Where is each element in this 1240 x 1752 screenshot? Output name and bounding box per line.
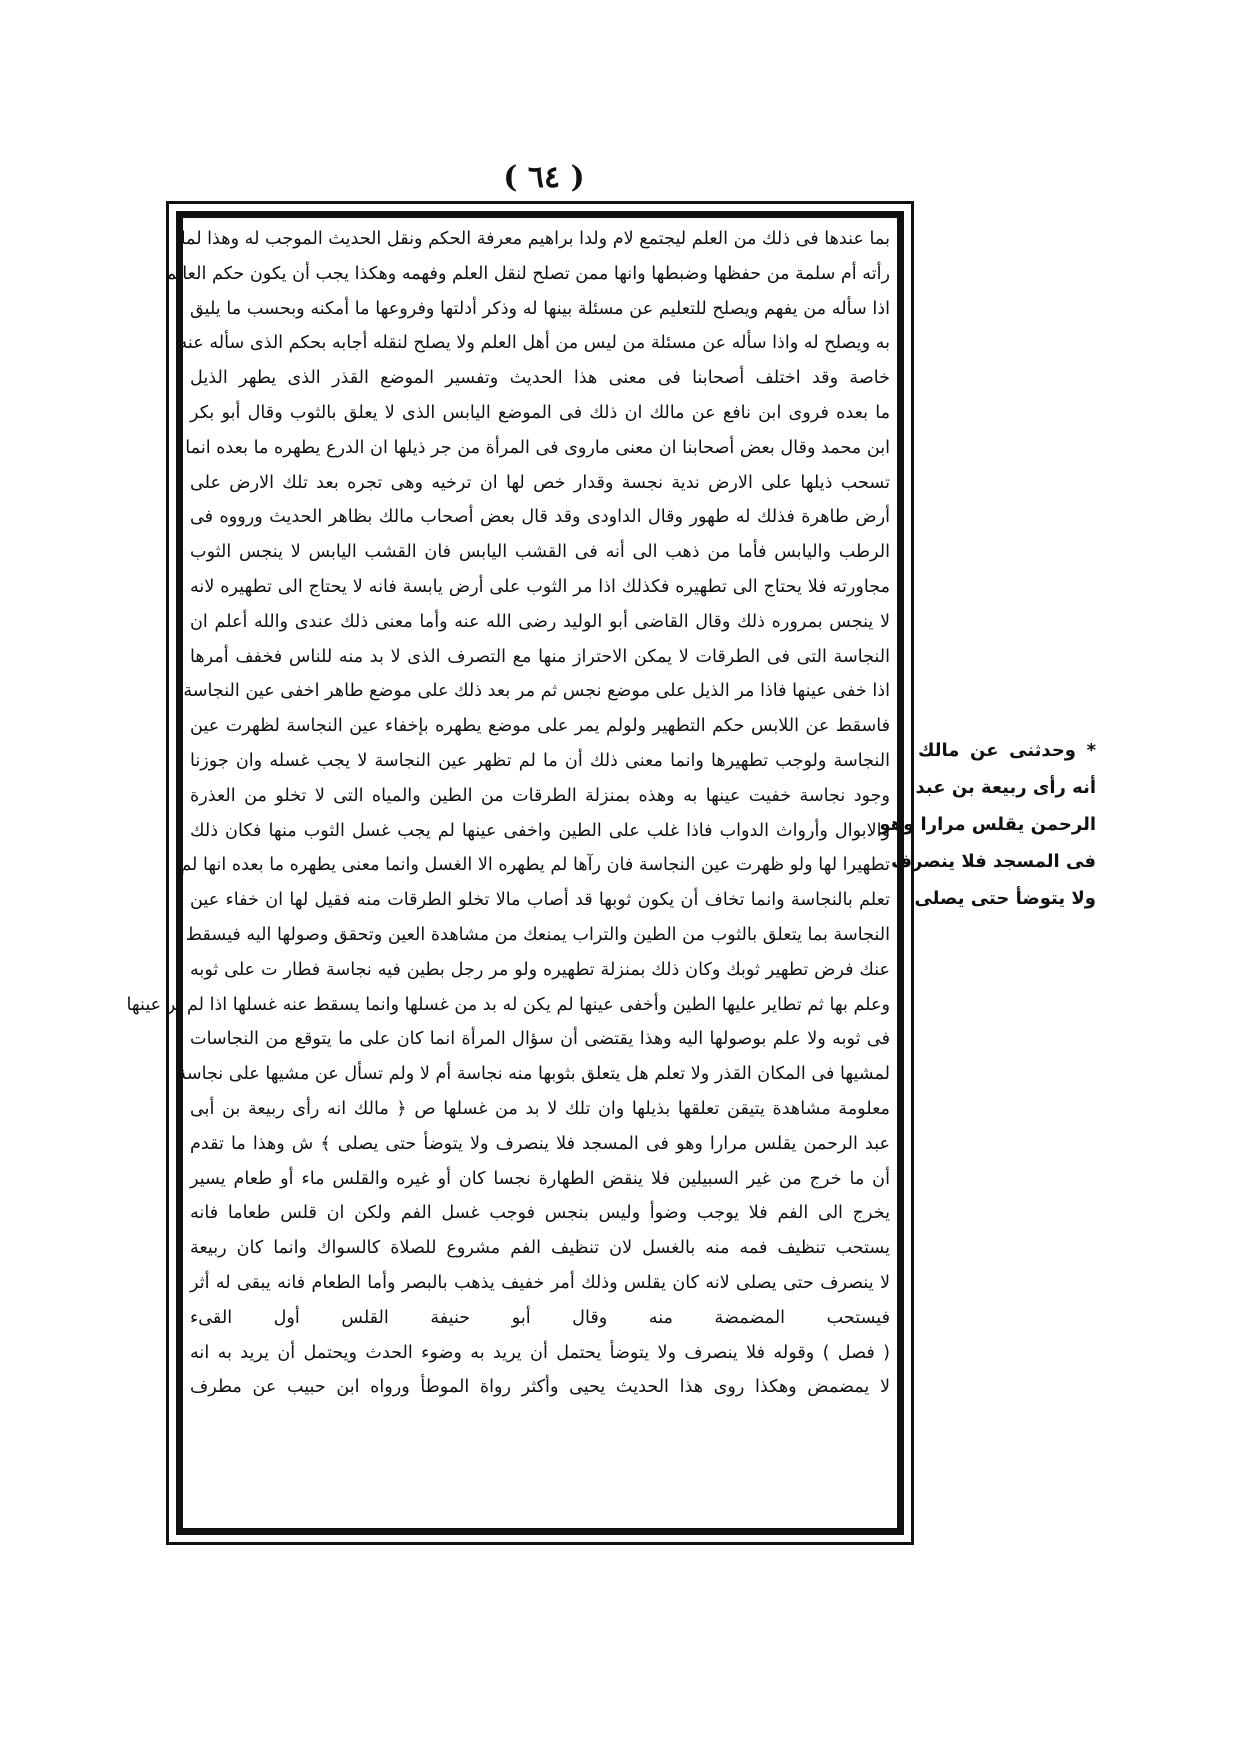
margin-note-line: * وحدثنى عن مالك [918, 740, 1096, 761]
page-number: ( ٦٤ ) [503, 160, 585, 195]
text-line: الرطب واليابس فأما من ذهب الى أنه فى القشب اليابس فان القشب اليابس لا ينجس الثوب [190, 542, 890, 563]
text-line: اذا خفى عينها فاذا مر الذيل على موضع نجس ثم مر بعد ذلك على موضع طاهر اخفى عين النجاسة [183, 681, 890, 702]
text-line: النجاسة التى فى الطرقات لا يمكن الاحتراز منها مع التصرف الذى لا بد منه للناس فخفف أمرها [190, 646, 890, 667]
text-line: رأته أم سلمة من حفظها وضبطها وانها ممن تصلح لنقل العلم وفهمه وهكذا يجب أن يكون حكم العالم [165, 263, 890, 284]
text-line: مجاورته فلا يحتاج الى تطهيره فكذلك اذا مر الثوب على أرض يابسة فانه لا يحتاج الى تطهيره لانه [190, 576, 890, 597]
text-line: خاصة وقد اختلف أصحابنا فى معنى هذا الحديث وتفسير الموضع القذر الذى يطهر الذيل [190, 368, 890, 389]
text-line: فيستحب المضمضة منه وقال أبو حنيفة القلس أول القىء [190, 1307, 890, 1328]
text-line: لا يمضمض وهكذا روى هذا الحديث يحيى وأكثر رواة الموطأ ورواه ابن حبيب عن مطرف [190, 1377, 890, 1398]
text-line: فى ثوبه ولا علم بوصولها اليه وهذا يقتضى أن سؤال المرأة انما كان على ما يتوقع من النجاسات [190, 1029, 890, 1050]
text-line: وعلم بها ثم تطاير عليها الطين وأخفى عينها لم يكن له بد من غسلها وانما يسقط عنه غسلها اذا لم ير عينها [126, 994, 890, 1015]
text-line: لا ينصرف حتى يصلى لانه كان يقلس وذلك أمر خفيف يذهب بالبصر وأما الطعام فانه يبقى له أثر [190, 1272, 890, 1293]
text-line: تسحب ذيلها على الارض ندية نجسة وقدار خص لها ان ترخيه وهى تجره بعد تلك الارض على [190, 472, 890, 493]
text-line: اذا سأله من يفهم ويصلح للتعليم عن مسئلة بينها له وذكر أدلتها وفروعها ما أمكنه وبحسب ما يليق [190, 298, 890, 319]
text-line: ما بعده فروى ابن نافع عن مالك ان ذلك فى الموضع اليابس الذى لا يعلق بالثوب وقال أبو بكر [190, 402, 890, 423]
text-line: ( فصل ) وقوله فلا ينصرف ولا يتوضأ يحتمل أن يريد به وضوء الحدث ويحتمل أن يريد به انه [190, 1342, 890, 1363]
text-line: لا ينجس بمروره ذلك وقال القاضى أبو الوليد رضى الله عنه وأما معنى ذلك عندى والله أعلم ان [190, 611, 890, 632]
text-line: يخرج الى الفم فلا يوجب وضوأ وليس بنجس فوجب غسل الفم ولكن ان قلس طعاما فانه [190, 1203, 890, 1224]
text-line: ابن محمد وقال بعض أصحابنا ان معنى ماروى فى المرأة من جر ذيلها ان الدرع يطهره ما بعده انما [185, 437, 890, 458]
text-line: عنك فرض تطهير ثوبك وكان ذلك بمنزلة تطهيره ولو مر رجل بطين فيه نجاسة فطار ت على ثوبه [190, 959, 890, 980]
text-line: يستحب تنظيف فمه منه بالغسل لان تنظيف الفم مشروع للصلاة كالسواك وانما كان ربيعة [190, 1238, 890, 1259]
text-line: والابوال وأرواث الدواب فاذا غلب على الطين واخفى عينها لم يجب غسل الثوب منها فكان ذلك [190, 820, 890, 841]
text-line: لمشيها فى المكان القذر ولا تعلم هل يتعلق بثوبها منه نجاسة أم لا ولم تسأل عن مشيها على نجاسة [177, 1064, 890, 1085]
margin-note-line: أنه رأى ربيعة بن عبد [915, 777, 1096, 798]
main-text-block [126, 222, 890, 1524]
text-line: أن ما خرج من غير السبيلين فلا ينقض الطهارة نجسا كان أو غيره والقلس ماء أو طعام يسير [190, 1168, 890, 1189]
text-line: النجاسة ولوجب تطهيرها وانما معنى ذلك أن ما لم تظهر عين النجاسة لا يجب غسله وان جوزنا [190, 750, 890, 771]
margin-note-line: فى المسجد فلا ينصرف [891, 851, 1096, 872]
margin-note-line: ولا يتوضأ حتى يصلى [914, 888, 1096, 909]
text-line: أرض طاهرة فذلك له طهور وقال الداودى وقد قال بعض أصحاب مالك بظاهر الحديث ورووه فى [190, 507, 890, 528]
margin-note-line: الرحمن يقلس مرارا وهو [879, 814, 1096, 835]
text-line: معلومة مشاهدة يتيقن تعلقها بذيلها وان تلك لا بد من غسلها ص ﴿ مالك انه رأى ربيعة بن أبى [190, 1098, 890, 1119]
text-line: تطهيرا لها ولو ظهرت عين النجاسة فان رآها لم يطهره الا الغسل وانما معنى يطهره ما بعده انها لم [180, 855, 890, 876]
margin-note [879, 732, 1096, 917]
text-line: تعلم بالنجاسة وانما تخاف أن يكون ثوبها قد أصاب مالا تخلو الطرقات منه فقيل لها ان خفاء عين [190, 890, 890, 911]
text-line: بما عندها فى ذلك من العلم ليجتمع لام ولدا براهيم معرفة الحكم ونقل الحديث الموجب له وهذا لما [180, 229, 890, 249]
text-line: وجود نجاسة خفيت عينها به وهذه بمنزلة الطرقات من الطين والمياه التى لا تخلو من العذرة [190, 785, 890, 806]
text-line: عبد الرحمن يقلس مرارا وهو فى المسجد فلا ينصرف ولا يتوضأ حتى يصلى ﴾ ش وهذا ما تقدم [190, 1133, 890, 1154]
text-line: فاسقط عن اللابس حكم التطهير ولولم يمر على موضع يطهره بإخفاء عين النجاسة لظهرت عين [190, 716, 890, 737]
text-line: النجاسة بما يتعلق بالثوب من الطين والتراب يمنعك من مشاهدة العين وتحقق وصولها اليه فيسقط [185, 924, 890, 945]
text-line: به ويصلح له واذا سأله عن مسئلة من ليس من أهل العلم ولا يصلح لنقله أجابه بحكم الذى سأله عنه [178, 333, 890, 354]
